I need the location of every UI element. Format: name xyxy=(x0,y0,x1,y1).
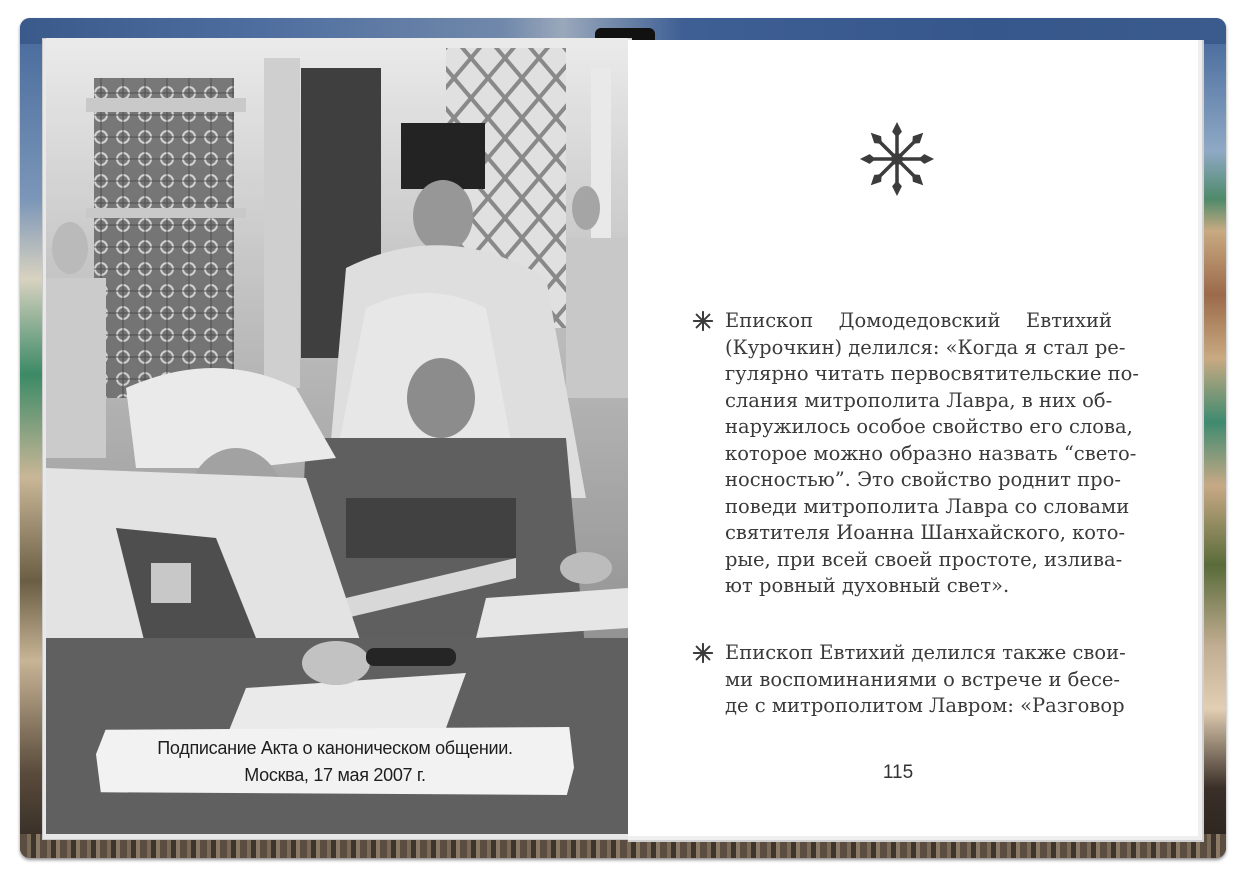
text-line: святителя Иоанна Шанхайского, кото- xyxy=(725,521,1126,544)
photo-illustration xyxy=(46,38,628,834)
text-line: де с митрополитом Лавром: «Разговор xyxy=(725,694,1125,717)
text-line: Епископ Домодедовский Евтихий xyxy=(725,309,1112,332)
text-line: ют ровный духовный свет». xyxy=(725,574,1010,597)
text-line: (Курочкин) делился: «Когда я стал ре- xyxy=(725,335,1126,359)
text-line: гулярно читать первосвятительские по- xyxy=(725,362,1139,385)
paragraph-1 xyxy=(692,308,1139,600)
text-line: поведи митрополита Лавра со словами xyxy=(725,494,1130,518)
text-line: Епископ Евтихий делился также свои- xyxy=(725,641,1126,664)
left-page-photo xyxy=(46,38,628,834)
caption-line-1: Подписание Акта о каноническом общении. xyxy=(157,738,513,758)
caption-line-2: Москва, 17 мая 2007 г. xyxy=(244,765,426,785)
asterisk-ornament-icon xyxy=(692,310,714,332)
text-line: наружилось особое свойство его слова, xyxy=(725,415,1133,438)
photo-caption xyxy=(96,735,574,789)
text-line: слания митрополита Лавра, в них об- xyxy=(725,388,1113,412)
eight-point-star-ornament-icon xyxy=(858,120,936,198)
text-line: носностью”. Это свойство роднит про- xyxy=(725,468,1121,491)
page-number: 115 xyxy=(882,762,914,783)
text-line: рые, при всей своей простоте, излива- xyxy=(725,547,1123,571)
text-line: ми воспоминаниями о встрече и бесе- xyxy=(725,667,1120,691)
text-line: которое можно образно назвать “свето- xyxy=(725,441,1137,465)
paragraph-2 xyxy=(692,640,1126,720)
asterisk-ornament-icon xyxy=(692,642,714,664)
